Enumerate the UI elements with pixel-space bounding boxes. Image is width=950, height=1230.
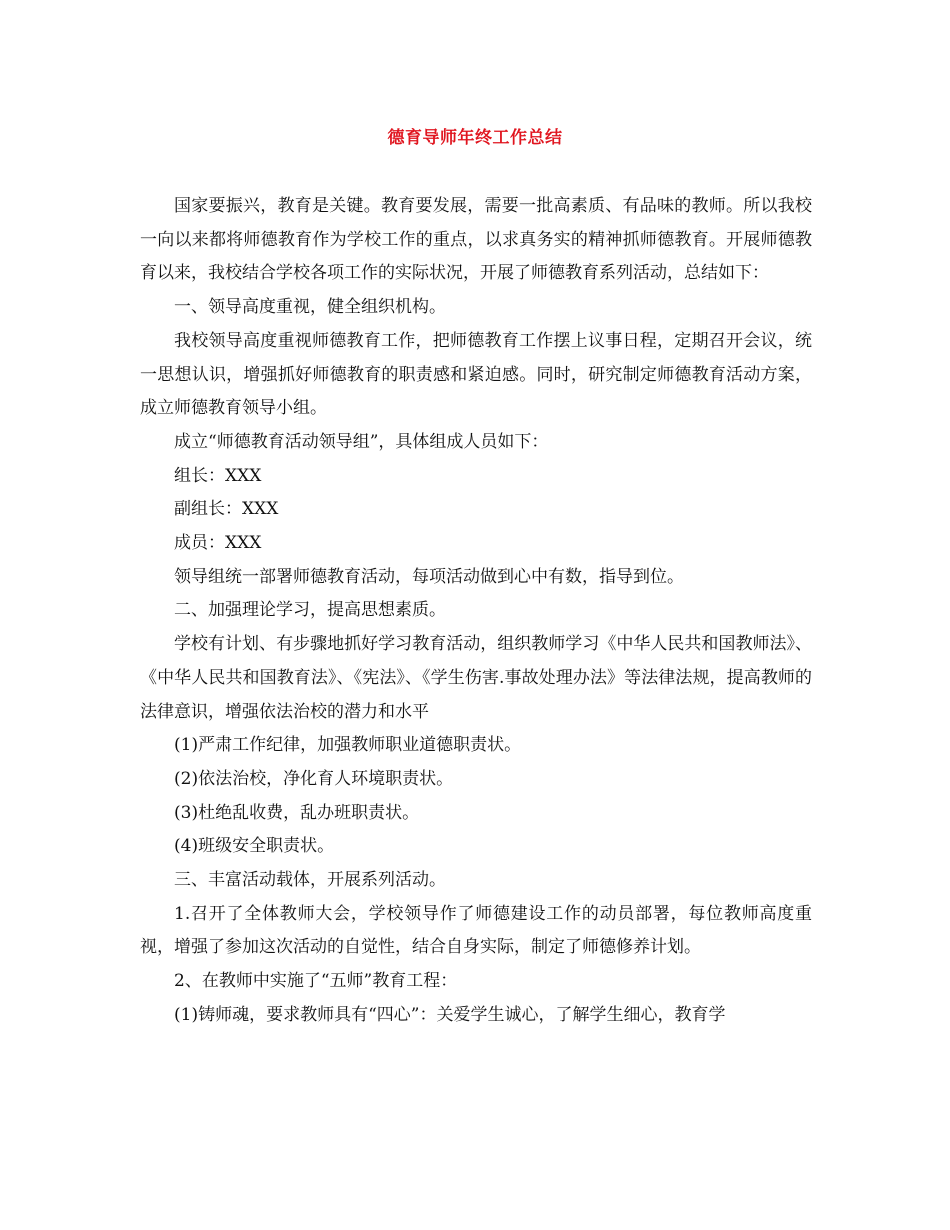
list-item: (3)杜绝乱收费，乱办班职责状。 (174, 802, 420, 823)
paragraph: 学校有计划、有步骤地抓好学习教育活动，组织教师学习《中华人民共和国教师法》、《中华人民共和国教育法》、《宪法》、《学生伤害.事故处理办法》等法律法规，提高教师的法律意识，增强依法治校的潜力和水平 (140, 634, 812, 722)
list-item: (1)严肃工作纪律，加强教师职业道德职责状。 (174, 735, 522, 756)
list-item: (2)依法治校，净化育人环境职责状。 (174, 768, 454, 789)
document-title: 德育导师年终工作总结 (387, 128, 563, 148)
paragraph: 2、在教师中实施了“五师”教育工程： (174, 971, 458, 992)
section-heading-3: 三、丰富活动载体，开展系列活动。 (174, 870, 446, 891)
section-heading-1: 一、领导高度重视，健全组织机构。 (174, 297, 446, 318)
members-line: 成员：XXX (174, 533, 262, 554)
paragraph-intro: 国家要振兴，教育是关键。教育要发展，需要一批高素质、有品味的教师。所以我校一向以来都将师德教育作为学校工作的重点，以求真务实的精神抓师德教育。开展师德教育以来，我校结合学校各项工作的实际状况，开展了师德教育系列活动，总结如下： (140, 196, 812, 284)
paragraph: 1.召开了全体教师大会，学校领导作了师德建设工作的动员部署，每位教师高度重视，增强了参加这次活动的自觉性，结合自身实际，制定了师德修养计划。 (140, 903, 812, 958)
section-heading-2: 二、加强理论学习，提高思想素质。 (174, 600, 446, 621)
paragraph: 我校领导高度重视师德教育工作，把师德教育工作摆上议事日程，定期召开会议，统一思想认识，增强抓好师德教育的职责感和紧迫感。同时，研究制定师德教育活动方案，成立师德教育领导小组。 (140, 330, 812, 419)
group-leader-line: 组长：XXX (174, 465, 262, 486)
deputy-leader-line: 副组长：XXX (174, 499, 279, 520)
paragraph: 成立“师德教育活动领导组”，具体组成人员如下： (174, 431, 549, 452)
list-item: (1)铸师魂，要求教师具有“四心”：关爱学生诚心，了解学生细心，教育学 (174, 1004, 726, 1025)
paragraph: 领导组统一部署师德教育活动，每项活动做到心中有数，指导到位。 (174, 566, 684, 587)
document-body (140, 190, 812, 1033)
list-item: (4)班级安全职责状。 (174, 836, 335, 857)
